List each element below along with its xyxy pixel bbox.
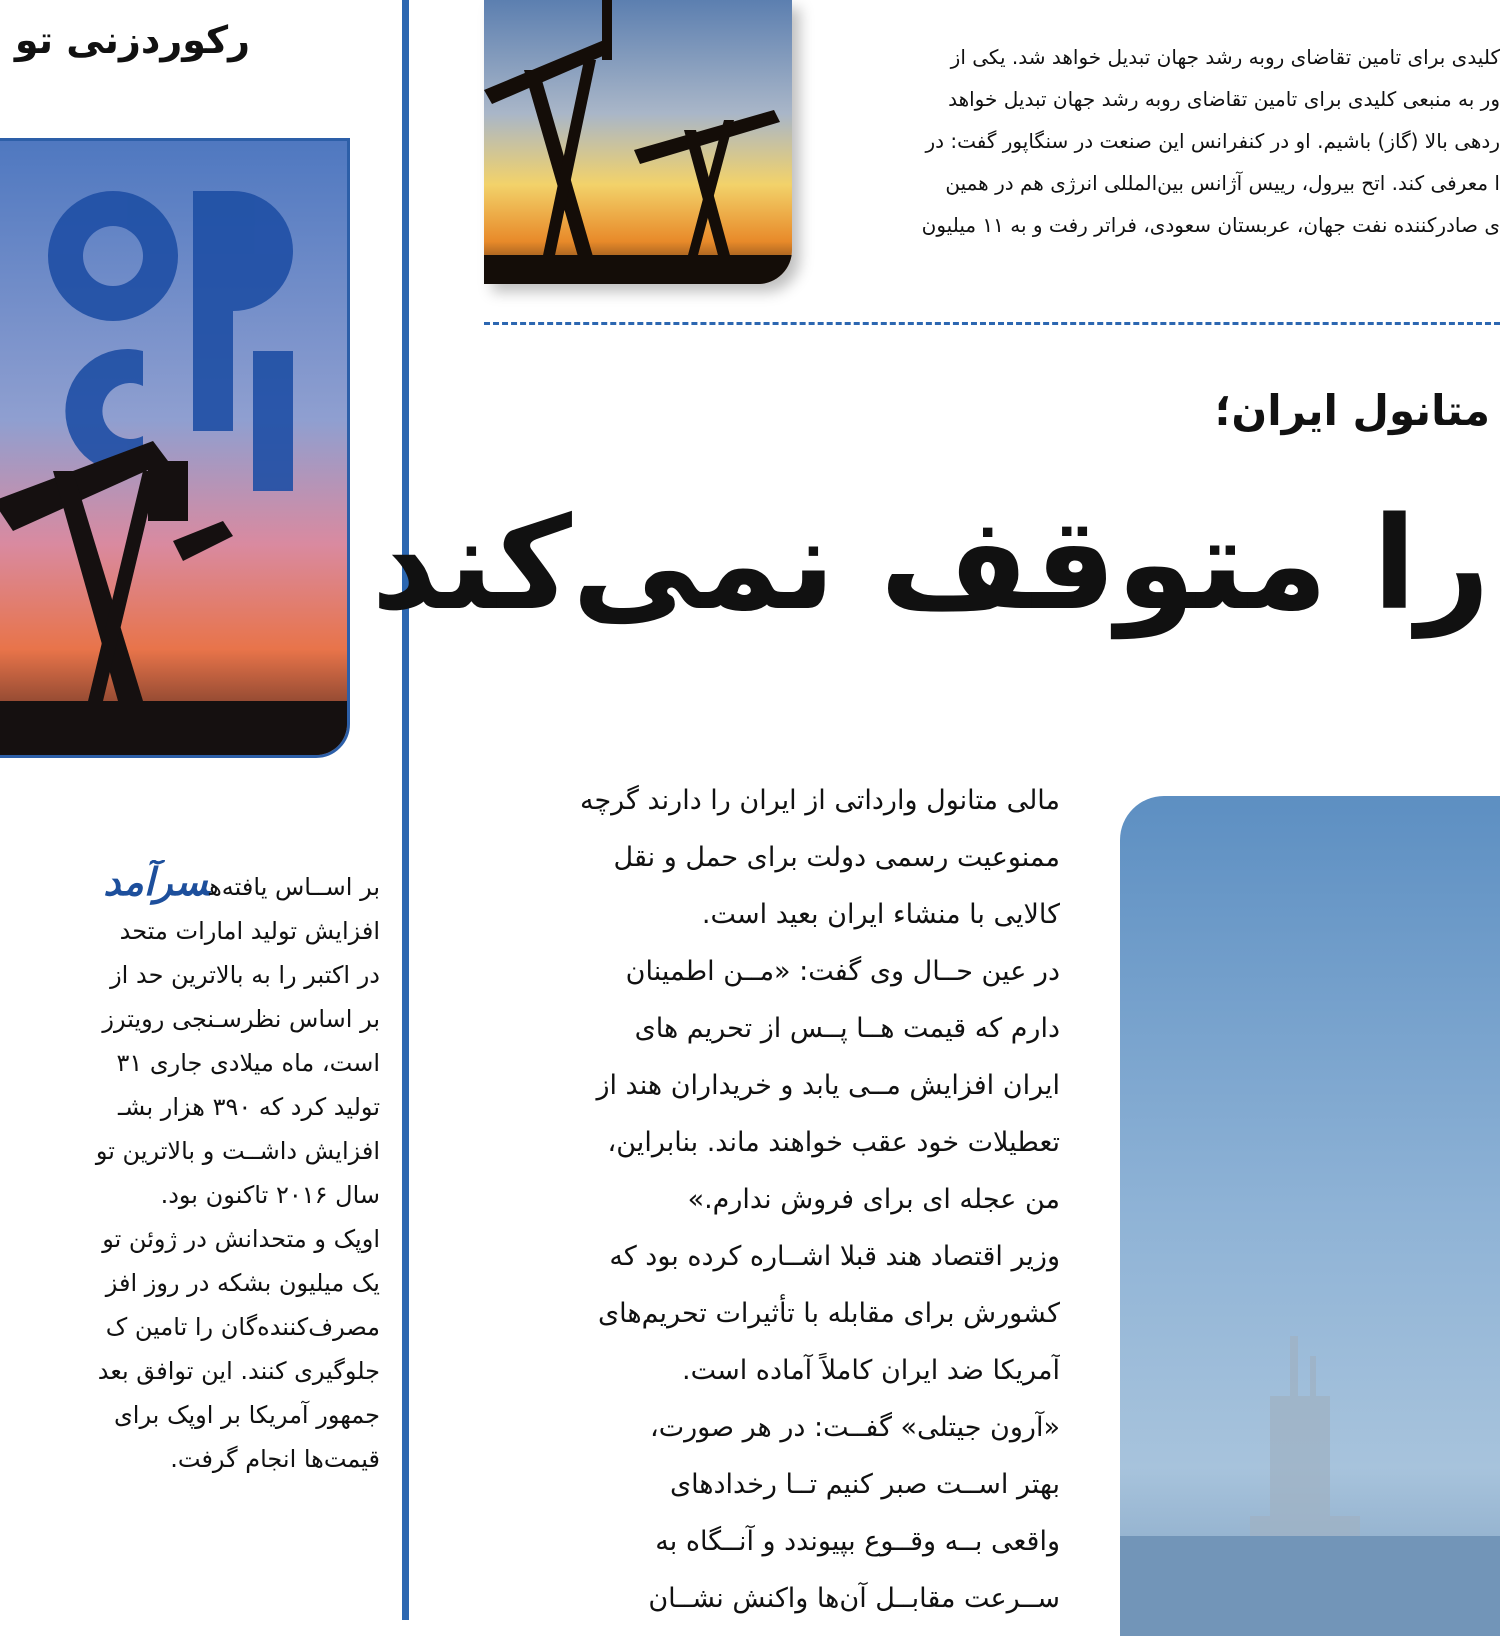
section-divider: [484, 322, 1500, 325]
article-body-line: تعطیلات خود عقب خواهند ماند. بنابراین،: [607, 1127, 1060, 1158]
article-body-line: واقعی بــه وقــوع بپیوندد و آنــگاه به: [655, 1526, 1060, 1557]
article-body-line: در عین حــال وی گفت: «مــن اطمینان: [625, 956, 1060, 987]
top-text-line: ی صادرکننده نفت جهان، عربستان سعودی، فراتر رفت و به ۱۱ میلیون: [921, 213, 1500, 237]
left-body-line: قیمت‌ها انجام گرفت.: [170, 1445, 380, 1473]
left-body-line: سال ۲۰۱۶ تاکنون بود.: [160, 1181, 380, 1209]
article-body-line: کشورش برای مقابله با تأثیرات تحریم‌های: [597, 1298, 1060, 1329]
left-body-line: است، ماه میلادی جاری ۳۱: [116, 1049, 380, 1077]
article-body-line: مالی متانول وارداتی از ایران را دارند گرچه: [579, 785, 1060, 816]
top-article-excerpt: [820, 36, 1500, 286]
article-body-line: ســرعت مقابــل آن‌ها واکنش نشــان: [648, 1583, 1060, 1614]
left-body-line: در اکتبر را به بالاترین حد از: [110, 961, 380, 989]
top-text-line: ردهی بالا (گاز) باشیم. او در کنفرانس این صنعت در سنگاپور گفت: در: [925, 129, 1500, 153]
left-headline: رکوردزنی تو: [14, 18, 250, 62]
article-headline: را متوقف نمی‌کند: [371, 490, 1490, 639]
article-body-line: من عجله ای برای فروش ندارم.»: [687, 1184, 1060, 1215]
article-body-line: بهتر اســت صبر کنیم تــا رخدادهای: [669, 1469, 1060, 1500]
top-text-line: ا معرفی کند. اتح بیرول، رییس آژانس بین‌المللی انرژی هم در همین: [945, 171, 1500, 195]
left-article-body: [0, 860, 380, 1620]
column-divider: [402, 0, 409, 1620]
top-text-line: ور به منبعی کلیدی برای تامین تقاضای روبه رشد جهان تبدیل خواهد: [948, 87, 1500, 111]
left-body-line: بر اساس نظرسـنجی رویترز: [102, 1005, 380, 1033]
offshore-rig-image: [1120, 796, 1500, 1636]
article-body-line: ایران افزایش مــی یابد و خریداران هند از: [596, 1070, 1060, 1101]
left-body-line: افزایش تولید امارات متحد: [119, 917, 380, 945]
left-body-line: مصرف‌کننده‌گان را تامین ک: [105, 1313, 380, 1341]
article-kicker: متانول ایران؛: [1214, 386, 1490, 435]
opec-oil-image: [0, 138, 350, 758]
left-body-line: یک میلیون بشکه در روز افز: [105, 1269, 380, 1297]
left-body-line-1-text: بر اســاس یافته‌ه: [209, 873, 380, 901]
saramad-logo: سرآمد: [103, 860, 210, 904]
left-body-line: اوپک و متحدانش در ژوئن تو: [102, 1225, 380, 1253]
article-body-line: ممنوعیت رسمی دولت برای حمل و نقل: [613, 842, 1060, 873]
article-body-line: آمریکا ضد ایران کاملاً آماده است.: [682, 1355, 1060, 1386]
oil-pumpjacks-image: [484, 0, 792, 284]
left-body-line-1: [0, 860, 380, 909]
left-body-line: تولید کرد که ۳۹۰ هزار بشـ: [118, 1093, 380, 1121]
top-text-line: کلیدی برای تامین تقاضای روبه رشد جهان تبدیل خواهد شد. یکی از: [950, 45, 1500, 69]
left-body-line: جمهور آمریکا بر اوپک برای: [113, 1401, 380, 1429]
article-body-line: کالایی با منشاء ایران بعید است.: [701, 899, 1060, 930]
article-body-line: «آرون جیتلی» گفــت: در هر صورت،: [650, 1412, 1060, 1443]
left-body-line: افزایش داشــت و بالاترین تو: [95, 1137, 380, 1165]
left-body-line: جلوگیری کنند. این توافق بعد: [97, 1357, 380, 1385]
article-body-line: وزیر اقتصاد هند قبلا اشــاره کرده بود که: [609, 1241, 1060, 1272]
article-body: [500, 772, 1060, 1620]
article-body-line: دارم که قیمت هــا پــس از تحریم های: [634, 1013, 1060, 1044]
